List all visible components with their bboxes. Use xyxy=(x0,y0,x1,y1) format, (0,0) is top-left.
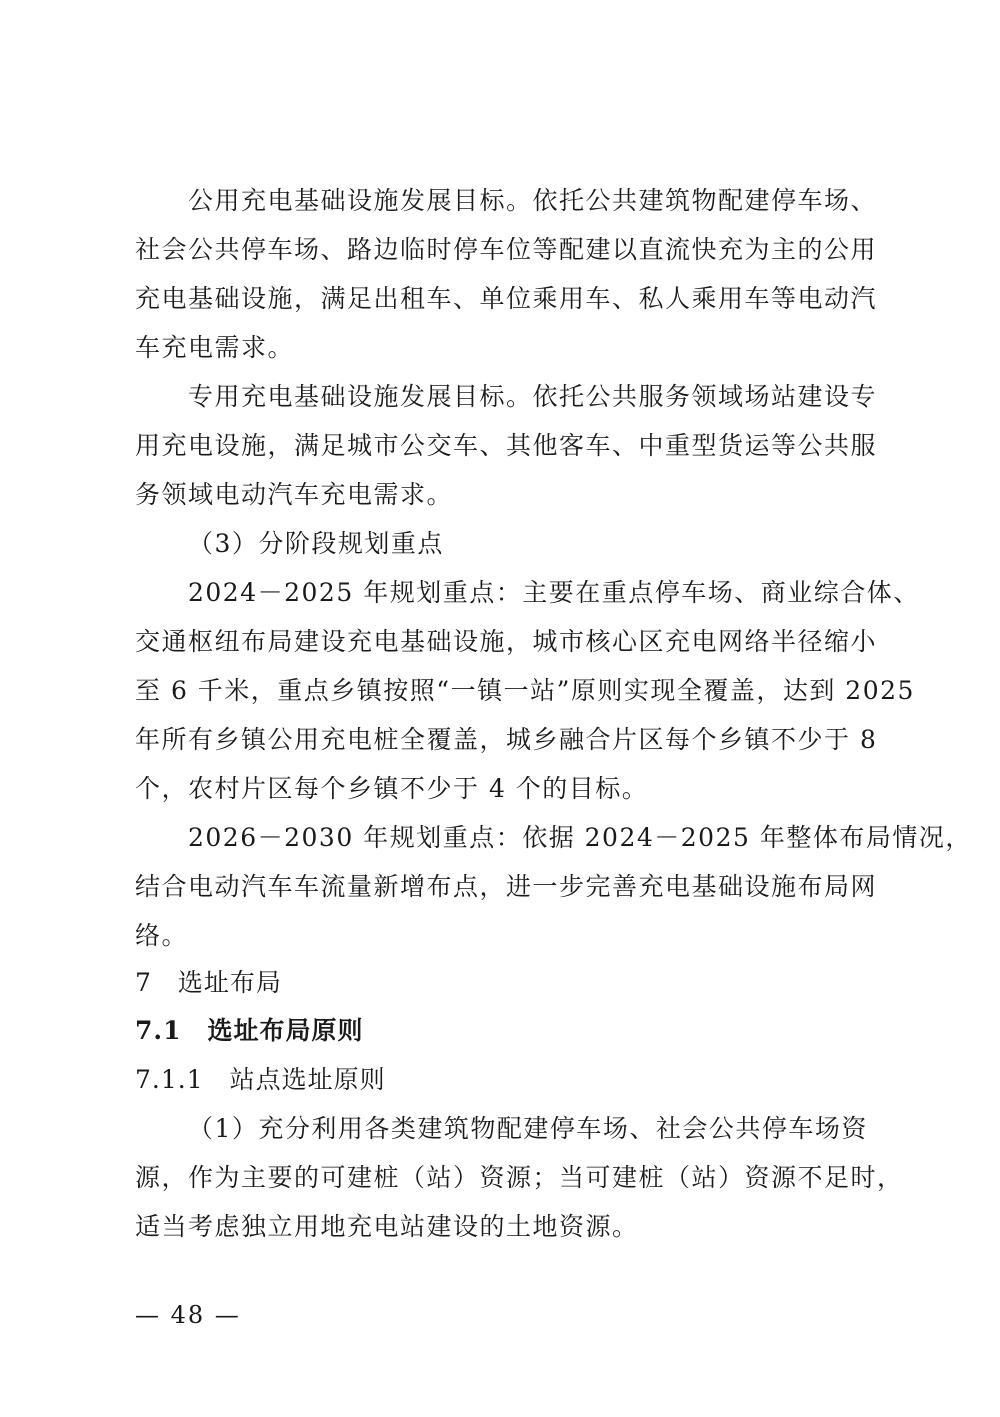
paragraph-line: 交通枢纽布局建设充电基础设施，城市核心区充电网络半径缩小 xyxy=(135,627,878,656)
section-heading-7-1: 7.1 选址布局原则 xyxy=(135,1016,364,1045)
page-number: — 48 — xyxy=(135,1301,241,1329)
paragraph-line: 年所有乡镇公用充电桩全覆盖，城乡融合片区每个乡镇不少于 8 xyxy=(135,725,878,754)
paragraph-line: 结合电动汽车车流量新增布点，进一步完善充电基础设施布局网 xyxy=(135,872,878,901)
paragraph-line: 社会公共停车场、路边临时停车位等配建以直流快充为主的公用 xyxy=(135,235,878,264)
paragraph-line: 车充电需求。 xyxy=(135,333,295,362)
paragraph-line: 2026－2030 年规划重点：依据 2024－2025 年整体布局情况， xyxy=(188,823,972,852)
paragraph-line: 适当考虑独立用地充电站建设的土地资源。 xyxy=(135,1212,639,1241)
paragraph-line: 至 6 千米，重点乡镇按照“一镇一站”原则实现全覆盖，达到 2025 xyxy=(135,676,915,705)
paragraph-line: 公用充电基础设施发展目标。依托公共建筑物配建停车场、 xyxy=(188,186,878,215)
paragraph-line: 源，作为主要的可建桩（站）资源；当可建桩（站）资源不足时， xyxy=(135,1163,904,1192)
paragraph-line: 个，农村片区每个乡镇不少于 4 个的目标。 xyxy=(135,774,649,803)
section-heading-7: 7 选址布局 xyxy=(135,968,282,997)
paragraph-line: 专用充电基础设施发展目标。依托公共服务领域场站建设专 xyxy=(188,382,878,411)
paragraph-line: 2024－2025 年规划重点：主要在重点停车场、商业综合体、 xyxy=(188,578,920,607)
section-subheading: （3）分阶段规划重点 xyxy=(188,529,444,558)
paragraph-line: 用充电设施，满足城市公交车、其他客车、中重型货运等公共服 xyxy=(135,431,878,460)
section-heading-7-1-1: 7.1.1 站点选址原则 xyxy=(135,1065,386,1094)
paragraph-line: 务领域电动汽车充电需求。 xyxy=(135,480,454,509)
paragraph-line: （1）充分利用各类建筑物配建停车场、社会公共停车场资 xyxy=(188,1114,868,1143)
paragraph-line: 充电基础设施，满足出租车、单位乘用车、私人乘用车等电动汽 xyxy=(135,284,878,313)
paragraph-line: 络。 xyxy=(135,921,189,950)
